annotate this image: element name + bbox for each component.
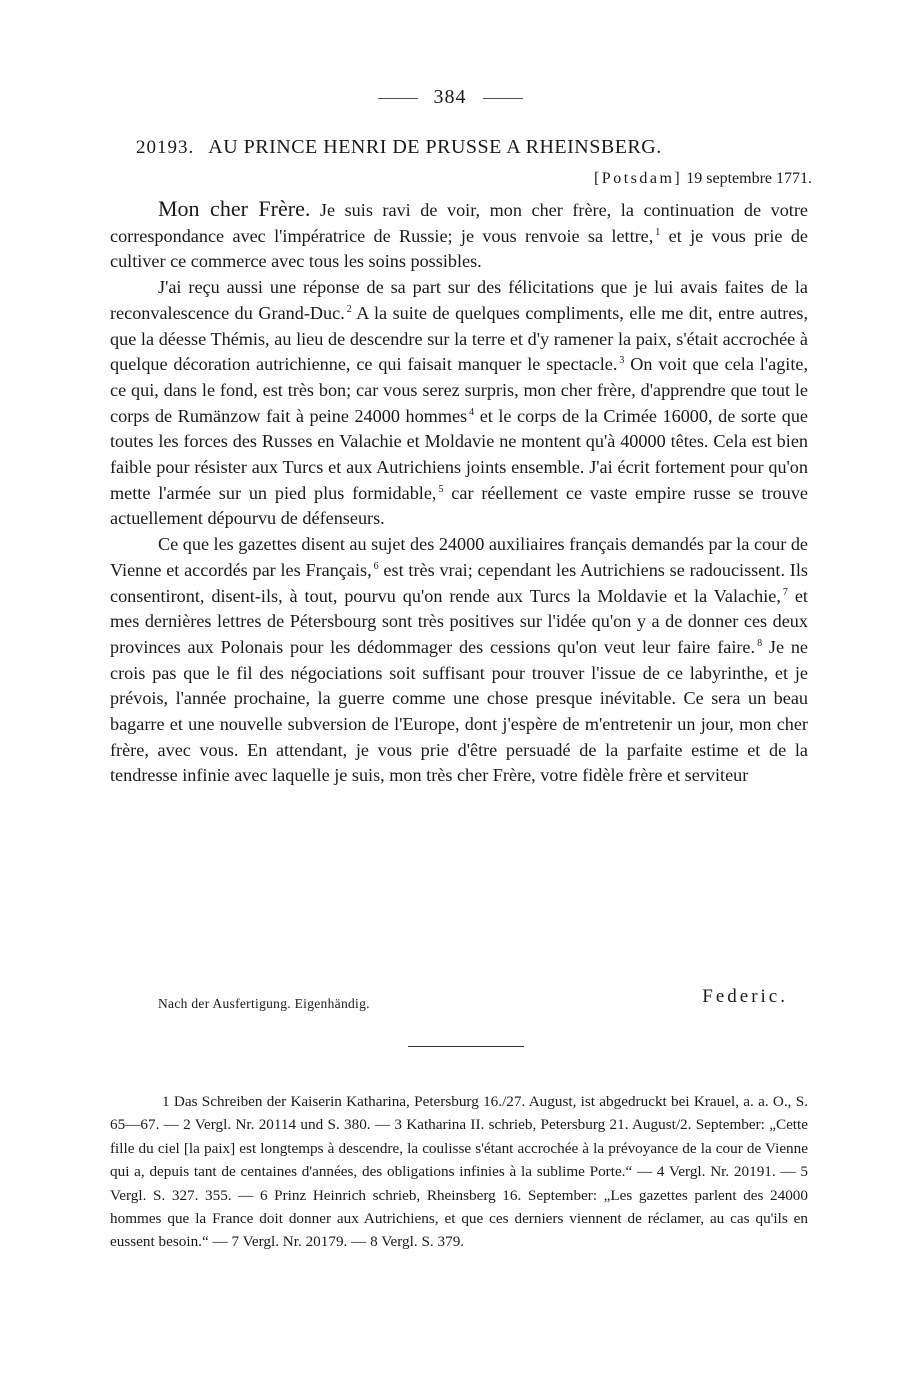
footnote-ref-6: 6	[373, 560, 379, 572]
paragraph-2-e: car réellement ce vaste empire russe se trouve actuellement dépourvu de défenseurs.	[110, 482, 808, 529]
footnote-ref-1: 1	[655, 226, 661, 238]
signature: Federic.	[702, 986, 788, 1007]
paragraph-3-b: est très vrai; cependant les Autrichiens se radoucissent. Ils consentiront, disent-ils, à tout, pourvu qu'on rende aux Turcs la Moldavie et la Valachie,	[110, 559, 808, 606]
footnote-ref-4: 4	[469, 406, 475, 418]
footnote-ref-7: 7	[782, 586, 788, 598]
footnote-divider	[408, 1046, 524, 1047]
paragraph-3-c: et mes dernières lettres de Pétersbourg sont très positives sur l'idée qu'on y a de donner ces deux provinces aux Polonais pour les dédommager des cessions qu'on veut leur faire faire.	[110, 585, 808, 657]
dash-right	[483, 98, 523, 99]
page-number: 384	[433, 86, 467, 108]
letter-number: 20193.	[136, 137, 195, 158]
footnote-ref-3: 3	[619, 355, 625, 367]
letter-heading	[136, 136, 796, 159]
footnotes	[110, 1090, 808, 1254]
dateline-date: 19 septembre 1771.	[686, 170, 812, 187]
salutation: Mon cher Frère.	[158, 196, 311, 221]
paragraph-2	[110, 275, 808, 532]
paragraph-2-c: On voit que cela l'agite, ce qui, dans le fond, est très bon; car vous serez surpris, mon cher frère, d'apprendre que tout le corps de Rumänzow fait à peine 24000 hommes	[110, 354, 809, 426]
paragraph-2-b: A la suite de quelques compliments, elle me dit, entre autres, que la déesse Thémis, au lieu de descendre sur la terre et d'y ramener la paix, s'était accrochée à quelque décoration autrichienne, ce qui faisait manquer le spectacle.	[110, 302, 809, 375]
letter-body	[110, 196, 808, 789]
paragraph-3-d: Je ne crois pas que le fil des négociations soit suffisant pour trouver l'issue de ce labyrinthe, et je prévois, l'année prochaine, la guerre comme une chose presque inévitable. Ce sera un beau bagarre et une nouvelle subversion de l'Europe, dont j'espère de m'entretenir un jour, mon cher frère, avec vous. En attendant, je vous prie d'être persuadé de la parfaite estime et de la tendresse infinie avec laquelle je suis, mon très cher Frère, votre fidèle frère et serviteur	[110, 636, 808, 786]
letter-title: AU PRINCE HENRI DE PRUSSE A RHEINSBERG.	[208, 136, 662, 158]
page-number-line	[0, 86, 900, 109]
paragraph-1-end: et je vous prie de cultiver ce commerce avec tous les soins possibles.	[110, 225, 808, 272]
paragraph-3-a: Ce que les gazettes disent au sujet des 24000 auxiliaires français demandés par la cour de Vienne et accordés par les Français,	[110, 534, 808, 580]
footnote-ref-2: 2	[346, 303, 352, 315]
dateline-place: [Potsdam]	[593, 170, 683, 187]
paragraph-1-text: Je suis ravi de voir, mon cher frère, la continuation de votre correspondance avec l'impératrice de Russie; je vous renvoie sa lettre,	[110, 200, 808, 246]
footnote-ref-5: 5	[438, 483, 444, 495]
paragraph-2-d: et le corps de la Crimée 16000, de sorte que toutes les forces des Russes en Valachie et Moldavie ne montent qu'à 40000 têtes. Cela est bien faible pour résister aux Turcs et aux Autrichiens joints ensemble. J'ai écrit fortement pour qu'on mette l'armée sur un pied plus formidable,	[110, 405, 808, 503]
paragraph-3	[110, 532, 808, 789]
source-note: Nach der Ausfertigung. Eigenhändig.	[158, 996, 370, 1011]
paragraph-2-a: J'ai reçu aussi une réponse de sa part sur des félicitations que je lui avais faites de la reconvalescence du Grand-Duc.	[110, 277, 808, 323]
dateline	[594, 170, 812, 188]
footnotes-text: 1 Das Schreiben der Kaiserin Katharina, Petersburg 16./27. August, ist abgedruckt bei Krauel, a. a. O., S. 65—67. — 2 Vergl. Nr. 20114 und S. 380. — 3 Katharina II. schrieb, Petersburg 21. August/2. September: „Cette fille du ciel [la paix] est longtemps à descendre, la coulisse s'étant accrochée à la prévoyance de la cour de Vienne qui a, depuis tant de centaines d'années, des obligations infinies à la sublime Porte.“ — 4 Vergl. Nr. 20191. — 5 Vergl. S. 327. 355. — 6 Prinz Heinrich schrieb, Rheinsberg 16. September: „Les gazettes parlent des 24000 hommes que la France doit donner aux Autrichiens, et que ces derniers viennent de réclamer, au cas qu'ils en eussent besoin.“ — 7 Vergl. Nr. 20179. — 8 Vergl. S. 379.	[110, 1093, 808, 1251]
dash-left	[378, 98, 418, 99]
footnote-ref-8: 8	[757, 637, 763, 649]
paragraph-1	[110, 196, 808, 275]
